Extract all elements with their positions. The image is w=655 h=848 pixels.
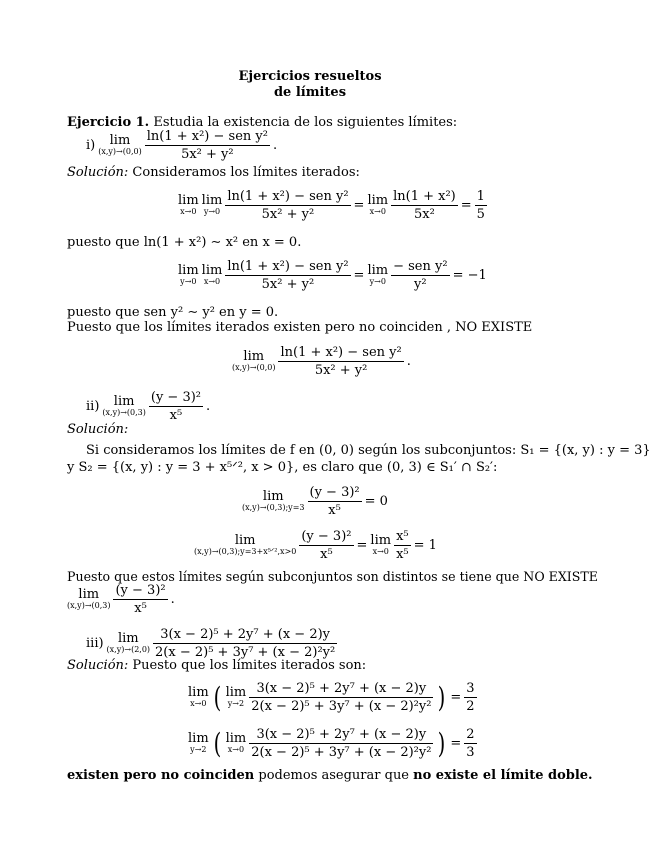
solution-2-line-2: y S₂ = {(x, y) : y = 3 + x⁵ᐟ², x > 0}, es claro que (0, 3) ∈ S₁′ ∩ S₂′: xyxy=(67,460,498,475)
text-puesto-1: puesto que ln(1 + x²) ∼ x² en x = 0. xyxy=(67,235,302,250)
title-line-2: de límites xyxy=(273,85,347,100)
eq1-frac-result xyxy=(475,190,487,221)
item-ii: ii) lim (x,y)→(0,3) $\frac{\text{(y − 3)²}}{\text{x⁵}}$ . xyxy=(86,390,211,423)
eq3-frac xyxy=(278,346,403,377)
text-puesto-2: puesto que sen y² ∼ y² en y = 0. xyxy=(67,305,279,320)
eq1-rnum: 1 xyxy=(476,189,485,204)
item-ii-label: ii) xyxy=(86,399,100,414)
eq1-lim-1: lim x→0 xyxy=(178,193,199,217)
eq7-frac-result xyxy=(464,682,476,713)
item-ii-fraction xyxy=(149,391,203,422)
final-bold-1: existen pero no coinciden xyxy=(67,768,255,783)
text-no-existe: Puesto que los límites iterados existen pero no coinciden , NO EXISTE xyxy=(67,320,533,335)
eq2-frac-2 xyxy=(391,260,449,291)
solution-3 xyxy=(67,659,366,672)
eq7-num: 3(x − 2)⁵ + 2y⁷ + (x − 2)y xyxy=(256,681,427,696)
eq7-sub-2: y→2 xyxy=(227,699,245,709)
solution-1-text: Consideramos los límites iterados: xyxy=(132,165,360,180)
eq2-den-1: 5x² + y² xyxy=(225,275,350,291)
eq3-den: 5x² + y² xyxy=(278,361,403,377)
eq5-num-2: x⁵ xyxy=(396,529,409,544)
item-i-den: 5x² + y² xyxy=(145,145,270,161)
eq4-den: x⁵ xyxy=(308,501,362,517)
eq1-den-2: 5x² xyxy=(391,205,458,221)
eq8-sub-1: y→2 xyxy=(190,745,207,755)
eq2-lim-2: lim x→0 xyxy=(201,263,223,287)
eq3-sub: (x,y)→(0,0) xyxy=(232,363,276,373)
eq7-paren-open: ( xyxy=(213,680,221,714)
eq5-equals: = xyxy=(356,538,368,553)
eq2-lim-1: lim y→0 xyxy=(178,263,199,287)
eq5-num-1: (y − 3)² xyxy=(301,529,352,544)
eq8-lim-outer: lim y→2 xyxy=(188,731,209,755)
eq4-sub: (x,y)→(0,3);y=3 xyxy=(242,503,305,513)
item-i-lim: lim (x,y)→(0,0) xyxy=(98,133,142,157)
eq7-lim-inner: lim y→2 xyxy=(225,685,247,709)
equation-5 xyxy=(194,530,437,561)
eq8-frac xyxy=(249,728,433,759)
eq7-equals: = xyxy=(450,690,462,705)
item-i: i) lim (x,y)→(0,0) $\frac{\text{ln(1 + x²) − sen y²}}{\text{5x² + y²}}$ . xyxy=(86,129,278,162)
eq5-result: = 1 xyxy=(413,538,437,553)
eq7-den: 2(x − 2)⁵ + 3y⁷ + (x − 2)²y² xyxy=(251,699,432,714)
item-iii-lim-sub: (x,y)→(2,0) xyxy=(106,645,151,655)
solution-2-label: Solución: xyxy=(67,422,129,437)
item-iii-label: iii) xyxy=(86,636,104,651)
eq1-equals-1: = xyxy=(353,198,365,213)
eq4-result: = 0 xyxy=(364,494,388,509)
exercise-label: Ejercicio 1. xyxy=(67,115,150,130)
eq4-num: (y − 3)² xyxy=(309,485,360,500)
exercise-text: Estudia la existencia de los siguientes límites: xyxy=(153,115,458,130)
equation-4 xyxy=(242,486,388,517)
eq5-lim: lim (x,y)→(0,3);y=3+x⁵ᐟ²,x>0 xyxy=(194,533,297,557)
eq2-sub-2: x→0 xyxy=(203,277,221,287)
equation-6: lim (x,y)→(0,3) $\frac{\text{(y − 3)²}}{\text{x⁵}}$ . xyxy=(67,583,175,616)
title-line-1: Ejercicios resueltos xyxy=(238,69,382,84)
solution-3-text: Puesto que los límites iterados son: xyxy=(132,658,367,673)
eq6-frac xyxy=(113,584,167,615)
eq1-sub-3: x→0 xyxy=(369,207,386,217)
eq5-sub-2: x→0 xyxy=(372,547,389,557)
solution-label: Solución: xyxy=(67,165,129,180)
exercise-heading xyxy=(67,116,457,129)
eq3-num: ln(1 + x²) − sen y² xyxy=(280,345,402,360)
eq2-sub-1: y→0 xyxy=(180,277,197,287)
equation-8 xyxy=(188,728,477,759)
equation-1 xyxy=(178,190,487,221)
item-iii-lim: lim (x,y)→(2,0) xyxy=(106,631,151,655)
eq8-paren-close: ) xyxy=(438,726,446,760)
eq8-rnum: 2 xyxy=(466,727,475,742)
eq2-num-2: − sen y² xyxy=(393,259,448,274)
eq1-sub-1: x→0 xyxy=(180,207,197,217)
eq2-sub-3: y→0 xyxy=(369,277,386,287)
eq5-den-2: x⁵ xyxy=(396,547,409,562)
eq1-sub-2: y→0 xyxy=(203,207,221,217)
solution-3-label: Solución: xyxy=(67,658,129,673)
eq1-frac-2 xyxy=(391,190,458,221)
item-i-num: ln(1 + x²) − sen y² xyxy=(146,129,268,144)
solution-2-line-1: Si consideramos los límites de f en (0, 0) según los subconjuntos: S₁ = {(x, y) : y = 3} xyxy=(86,443,651,458)
eq7-rden: 2 xyxy=(466,699,475,714)
eq1-num-1: ln(1 + x²) − sen y² xyxy=(227,189,349,204)
eq7-paren-close: ) xyxy=(438,680,446,714)
eq7-lim-outer: lim x→0 xyxy=(188,685,209,709)
eq1-lim-2: lim y→0 xyxy=(201,193,223,217)
eq6-den: x⁵ xyxy=(113,599,167,615)
equation-2 xyxy=(178,260,487,291)
eq8-sub-2: x→0 xyxy=(227,745,245,755)
item-i-lim-sub: (x,y)→(0,0) xyxy=(98,147,142,157)
solution-1 xyxy=(67,166,360,179)
eq5-den-1: x⁵ xyxy=(299,545,353,561)
eq8-rden: 3 xyxy=(466,745,475,760)
eq2-equals: = xyxy=(353,268,365,283)
eq5-lim-2: lim x→0 xyxy=(370,533,392,557)
eq7-frac xyxy=(249,682,433,713)
eq2-frac-1 xyxy=(225,260,350,291)
eq2-lim-3: lim y→0 xyxy=(367,263,389,287)
eq7-sub-1: x→0 xyxy=(190,699,207,709)
item-ii-den: x⁵ xyxy=(149,406,203,422)
item-iii-fraction xyxy=(153,628,337,659)
final-conclusion xyxy=(67,769,593,782)
eq8-lim-inner: lim x→0 xyxy=(225,731,247,755)
eq5-frac-2 xyxy=(394,530,411,561)
eq8-num: 3(x − 2)⁵ + 2y⁷ + (x − 2)y xyxy=(256,727,427,742)
eq4-lim: lim (x,y)→(0,3);y=3 xyxy=(242,489,305,513)
item-iii-den: 2(x − 2)⁵ + 3y⁷ + (x − 2)²y² xyxy=(155,645,336,660)
final-bold-2: no existe el límite doble. xyxy=(413,768,593,783)
text-distintos: Puesto que estos límites según subconjuntos son distintos se tiene que NO EXISTE xyxy=(67,569,599,584)
eq4-frac xyxy=(308,486,362,517)
eq1-num-2: ln(1 + x²) xyxy=(393,189,456,204)
eq1-frac-1 xyxy=(225,190,350,221)
item-i-fraction xyxy=(145,130,270,161)
eq8-den: 2(x − 2)⁵ + 3y⁷ + (x − 2)²y² xyxy=(251,745,432,760)
eq3-lim: lim (x,y)→(0,0) xyxy=(232,349,276,373)
eq1-den-1: 5x² + y² xyxy=(225,205,350,221)
eq1-equals-2: = xyxy=(460,198,472,213)
eq6-lim: lim (x,y)→(0,3) xyxy=(67,587,111,611)
item-iii-num: 3(x − 2)⁵ + 2y⁷ + (x − 2)y xyxy=(160,627,331,642)
eq8-equals: = xyxy=(450,736,462,751)
eq2-den-2: y² xyxy=(391,275,449,291)
eq2-num-1: ln(1 + x²) − sen y² xyxy=(227,259,349,274)
eq1-lim-3: lim x→0 xyxy=(367,193,389,217)
eq1-rden: 5 xyxy=(476,207,485,222)
eq7-rnum: 3 xyxy=(466,681,475,696)
equation-3: lim (x,y)→(0,0) $\frac{\text{ln(1 + x²) − sen y²}}{\text{5x² + y²}}$ . xyxy=(232,345,411,378)
item-ii-lim: lim (x,y)→(0,3) xyxy=(102,394,146,418)
eq8-paren-open: ( xyxy=(213,726,221,760)
item-ii-num: (y − 3)² xyxy=(150,390,202,405)
eq6-num: (y − 3)² xyxy=(115,583,166,598)
equation-7 xyxy=(188,682,477,713)
item-i-label: i) xyxy=(86,138,96,153)
item-ii-lim-sub: (x,y)→(0,3) xyxy=(102,408,146,418)
final-mid: podemos asegurar que xyxy=(258,768,410,783)
eq2-result: = −1 xyxy=(452,268,487,283)
item-iii xyxy=(86,628,337,659)
eq8-frac-result xyxy=(464,728,476,759)
eq5-sub: (x,y)→(0,3);y=3+x⁵ᐟ²,x>0 xyxy=(194,547,297,557)
eq6-sub: (x,y)→(0,3) xyxy=(67,601,111,611)
eq5-frac-1 xyxy=(299,530,353,561)
